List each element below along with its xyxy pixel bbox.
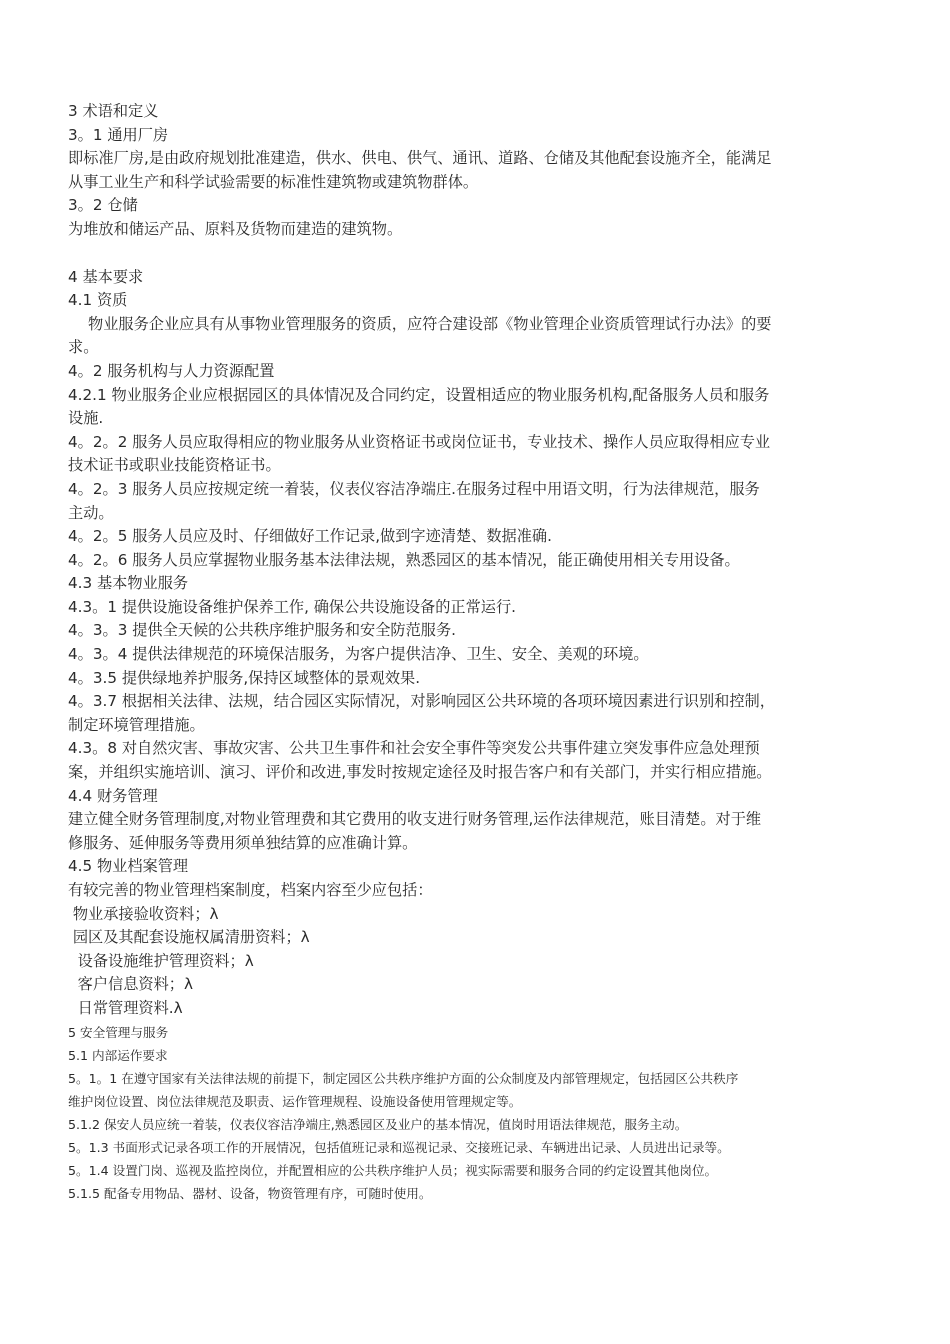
section-3-1-heading: 3。1 通用厂房 [68,125,169,144]
paragraph: 物业服务企业应具有从事物业管理服务的资质，应符合建设部《物业管理企业资质管理试行办法》的要 [88,314,772,333]
list-item: 物业承接验收资料；λ [68,904,219,923]
clause-5-1-2: 5.1.2 保安人员应统一着装，仪表仪容洁净端庄,熟悉园区及业户的基本情况，值岗时用语法律规范，服务主动。 [68,1116,688,1132]
clause-4-3-4: 4。3。4 提供法律规范的环境保洁服务，为客户提供洁净、卫生、安全、美观的环境。 [68,645,649,664]
section-3-heading: 3 术语和定义 [68,102,159,120]
paragraph: 案，并组织实施培训、演习、评价和改进,事发时按规定途径及时报告客户和有关部门，并实行相应措施。 [68,763,772,782]
paragraph: 建立健全财务管理制度,对物业管理费和其它费用的收支进行财务管理,运作法律规范，账目清楚。对于维 [68,810,762,829]
paragraph: 即标准厂房,是由政府规划批准建造，供水、供电、供气、通讯、道路、仓储及其他配套设施齐全，能满足 [68,149,772,168]
section-5-heading: 5 安全管理与服务 [68,1024,169,1040]
clause-4-3-3: 4。3。3 提供全天候的公共秩序维护服务和安全防范服务. [68,621,456,640]
paragraph: 求。 [68,338,99,357]
blank-line [68,242,890,266]
section-4-4-heading: 4.4 财务管理 [68,786,158,805]
clause-4-3-5: 4。3.5 提供绿地养护服务,保持区域整体的景观效果. [68,668,421,687]
paragraph: 技术证书或职业技能资格证书。 [68,456,281,475]
section-4-5-heading: 4.5 物业档案管理 [68,857,189,876]
section-3-2-heading: 3。2 仓储 [68,196,138,215]
paragraph: 维护岗位设置、岗位法律规范及职责、运作管理规程、设施设备使用管理规定等。 [68,1093,522,1109]
clause-5-1-5: 5.1.5 配备专用物品、器材、设备，物资管理有序，可随时使用。 [68,1186,432,1202]
clause-4-3-8: 4.3。8 对自然灾害、事故灾害、公共卫生事件和社会安全事件等突发公共事件建立突发事件应急处理预 [68,739,760,758]
list-item: 客户信息资料；λ [68,975,193,994]
clause-4-2-2: 4。2。2 服务人员应取得相应的物业服务从业资格证书或岗位证书，专业技术、操作人员应取得相应专业 [68,432,771,451]
paragraph: 为堆放和储运产品、原料及货物而建造的建筑物。 [68,219,403,238]
section-4-heading: 4 基本要求 [68,267,144,286]
section-4-1-heading: 4.1 资质 [68,291,128,310]
list-item: 日常管理资料.λ [68,998,183,1017]
clause-5-1-4: 5。1.4 设置门岗、巡视及监控岗位，并配置相应的公共秩序维护人员；视实际需要和服务合同的约定设置其他岗位。 [68,1163,718,1179]
section-4-2-heading: 4。2 服务机构与人力资源配置 [68,361,275,380]
paragraph: 修服务、延伸服务等费用须单独结算的应准确计算。 [68,833,418,852]
paragraph: 有较完善的物业管理档案制度，档案内容至少应包括： [68,881,433,899]
clause-4-2-1: 4.2.1 物业服务企业应根据园区的具体情况及合同约定，设置相适应的物业服务机构,配备服务人员和服务 [68,385,770,404]
section-5-1-heading: 5.1 内部运作要求 [68,1047,168,1063]
clause-4-3-1: 4.3。1 提供设施设备维护保养工作, 确保公共设施设备的正常运行. [68,597,517,616]
paragraph: 主动。 [68,503,114,522]
clause-4-2-3: 4。2。3 服务人员应按规定统一着装，仪表仪容洁净端庄.在服务过程中用语文明，行为法律规范，服务 [68,479,760,498]
clause-4-3-7: 4。3.7 根据相关法律、法规，结合园区实际情况，对影响园区公共环境的各项环境因素进行识别和控制， [68,692,775,711]
paragraph: 从事工业生产和科学试验需要的标准性建筑物或建筑物群体。 [68,172,479,191]
paragraph: 设施. [68,409,104,428]
list-item: 设备设施维护管理资料；λ [68,951,254,970]
section-4-3-heading: 4.3 基本物业服务 [68,574,189,593]
clause-5-1-1: 5。1。1 在遵守国家有关法律法规的前提下，制定园区公共秩序维护方面的公众制度及内部管理规定，包括园区公共秩序 [68,1070,739,1086]
list-item: 园区及其配套设施权属清册资料；λ [68,928,310,947]
clause-5-1-3: 5。1.3 书面形式记录各项工作的开展情况，包括值班记录和巡视记录、交接班记录、车辆进出记录、人员进出记录等。 [68,1140,730,1156]
clause-4-2-5: 4。2。5 服务人员应及时、仔细做好工作记录,做到字迹清楚、数据准确. [68,527,552,546]
clause-4-2-6: 4。2。6 服务人员应掌握物业服务基本法律法规，熟悉园区的基本情况，能正确使用相关专用设备。 [68,550,740,569]
document-page [68,100,890,1205]
paragraph: 制定环境管理措施。 [68,715,205,734]
